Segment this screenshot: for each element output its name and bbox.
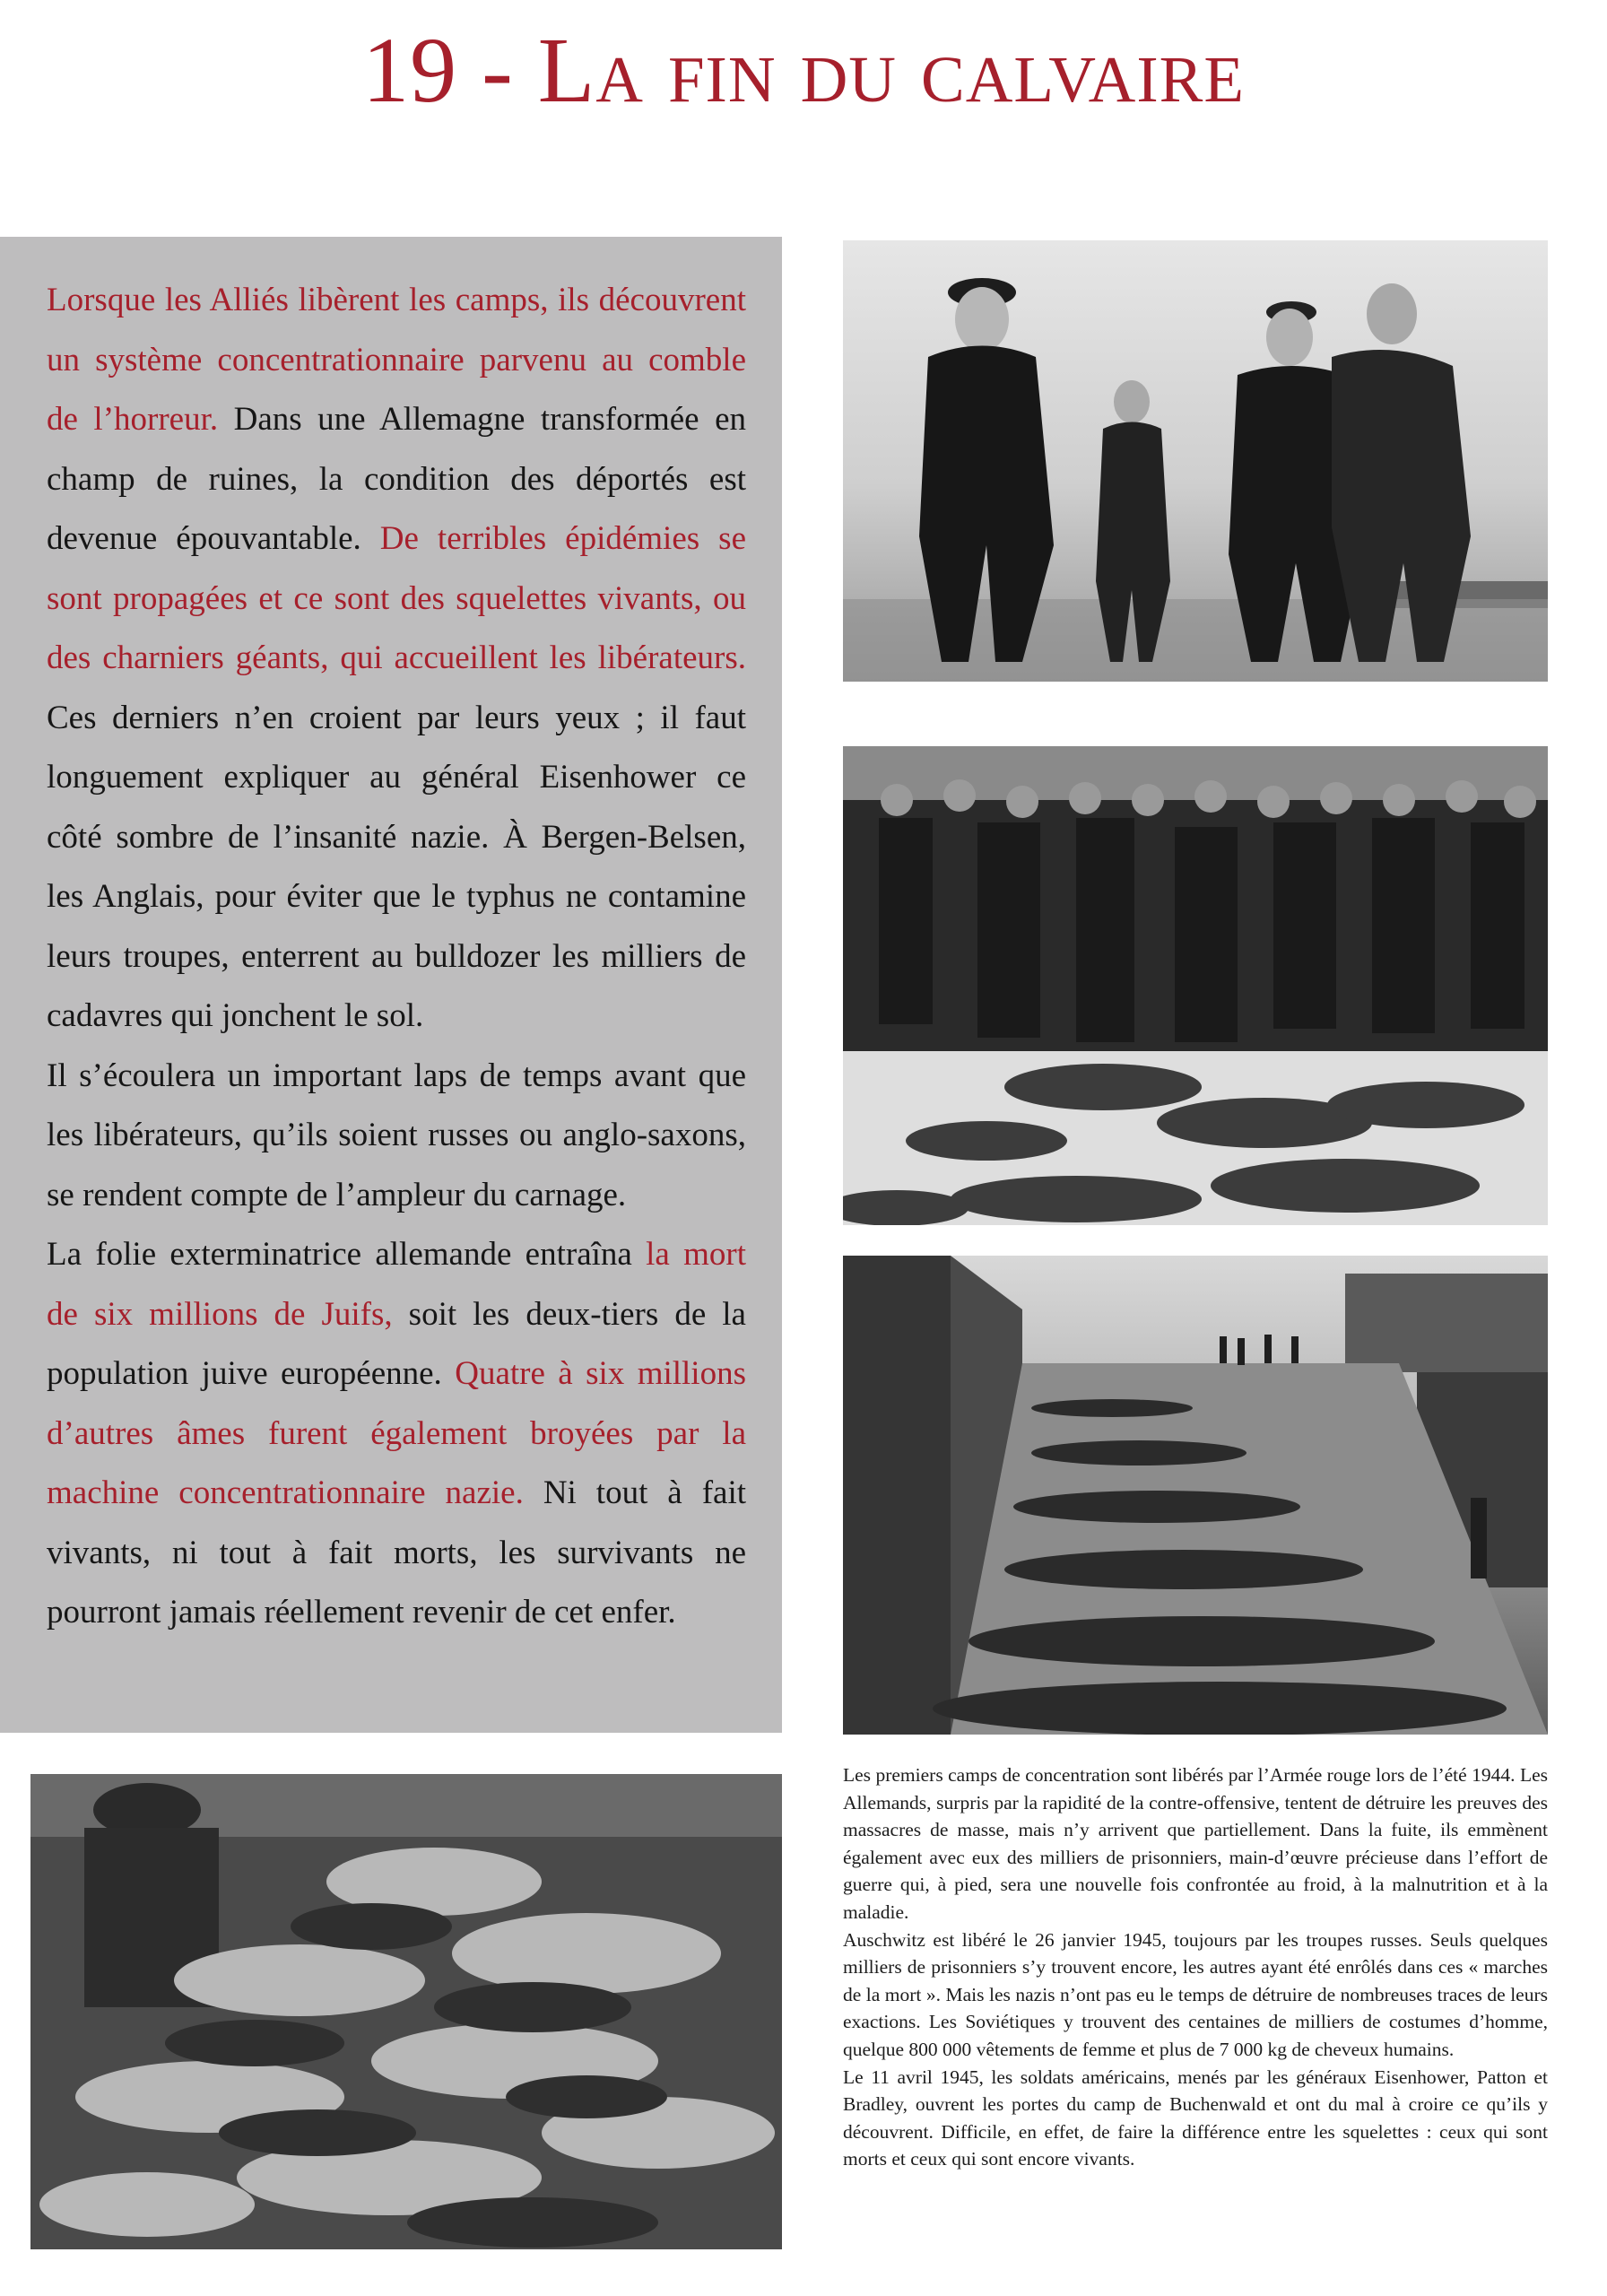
caption-text: [843, 1761, 1548, 2173]
photo-soldiers-and-bodies-image: [843, 746, 1548, 1225]
caption-paragraph-1: Les premiers camps de concentration sont libérés par l’Armée rouge lors de l’été 1944. Les Allemands, surpris par la rapidité de la contre-offensive, tentent de détruire les preuves des massacres de masse, mais n’y arrivent que partiellement. Dans la fuite, ils emmènent également avec eux des milliers de prisonniers, main-d’œuvre précieuse dans l’effort de guerre qui, à pied, sera une nouvelle fois confrontée au froid, à la malnutrition et à la maladie.: [843, 1764, 1548, 1923]
caption-paragraph-3: Le 11 avril 1945, les soldats américains, menés par les généraux Eisenhower, Patton et Bradley, ouvrent les portes du camp de Buchenwald et ont du mal à croire ce qu’ils y découvrent. Difficile, en effet, de faire la différence entre les squelettes : ceux qui sont morts et ceux qui sont encore vivants.: [843, 2066, 1548, 2170]
photo-survivors-walking-image: [843, 240, 1548, 682]
main-paragraph-3: [47, 1225, 746, 1643]
main-paragraph-2: Il s’écoulera un important laps de temps avant que les libérateurs, qu’ils soient russes ou anglo-saxons, se rendent compte de l’ampleur du carnage.: [47, 1057, 746, 1213]
photo-bodies-closeup: [30, 1774, 782, 2249]
photo-camp-yard-image: [843, 1256, 1548, 1735]
page-title: 19 - La fin du calvaire: [362, 19, 1245, 122]
highlight-text: Lorsque les Alliés libèrent les camps, ils découvrent un système concentrationnaire parvenu au comble de l’horreur.: [47, 282, 746, 438]
body-text: Ces derniers n’en croient par leurs yeux ; il faut longuement expliquer au général Eisenhower ce côté sombre de l’insanité nazie. À Bergen-Belsen, les Anglais, pour éviter que le typhus ne contamine leurs troupes, enterrent au bulldozer les milliers de cadavres qui jonchent le sol.: [47, 699, 746, 1034]
photo-soldiers-and-bodies: [843, 746, 1548, 1225]
photo-bodies-closeup-image: [30, 1774, 782, 2249]
photo-camp-yard: [843, 1256, 1548, 1735]
photo-survivors-walking: [843, 240, 1548, 682]
body-text: Ni tout à fait vivants, ni tout à fait morts, les survivants ne pourront jamais réellement revenir de cet enfer.: [47, 1474, 746, 1631]
caption-paragraph-2: Auschwitz est libéré le 26 janvier 1945, toujours par les troupes russes. Seuls quelques milliers de prisonniers s’y trouvent encore, les autres ayant été enrôlés dans ces « marches de la mort ». Mais les nazis n’ont pas eu le temps de détruire de nombreuses traces de leurs exactions. Les Soviétiques y trouvent des centaines de milliers de costumes d’homme, quelque 800 000 vêtements de femme et plus de 7 000 kg de cheveux humains.: [843, 1928, 1548, 2060]
main-text: [47, 271, 746, 1643]
main-paragraph-1: [47, 271, 746, 1047]
highlight-text: Quatre à six millions d’autres âmes furent également broyées par la machine concentrationnaire nazie.: [47, 1355, 746, 1511]
body-text: Dans une Allemagne transformée en champ de ruines, la condition des déportés est devenue épouvantable.: [47, 401, 746, 557]
body-text: soit les deux-tiers de la population juive européenne.: [47, 1295, 746, 1392]
body-text: La folie exterminatrice allemande entraîna: [47, 1236, 647, 1273]
highlight-text: la mort de six millions de Juifs,: [47, 1236, 746, 1333]
highlight-text: De terribles épidémies se sont propagées et ce sont des squelettes vivants, ou des charniers géants, qui accueillent les libérateurs.: [47, 520, 746, 676]
